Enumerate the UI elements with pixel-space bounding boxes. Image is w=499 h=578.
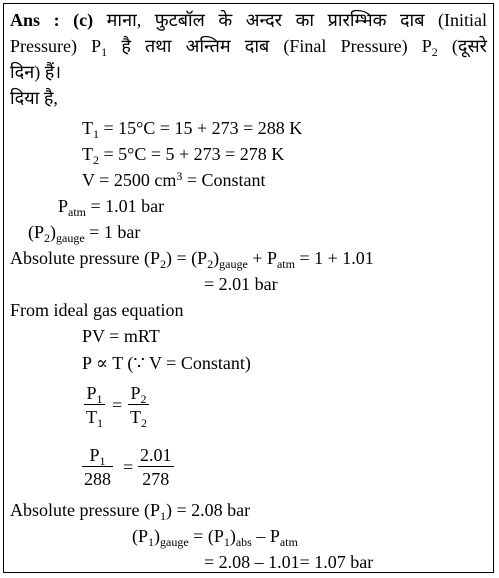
p2g-value: = 1 bar — [84, 222, 141, 242]
abs-p2-result: = 2.01 bar — [204, 274, 278, 294]
abs2-text: Absolute pressure (P — [10, 248, 160, 268]
sub: gauge — [160, 535, 189, 549]
p2g-close: ) — [50, 222, 57, 242]
sub: abs — [235, 535, 252, 549]
sub: atm — [68, 205, 87, 219]
t2-line — [82, 142, 284, 166]
sub: atm — [276, 257, 295, 271]
abs2-sum: = 1 + 1.01 — [294, 248, 374, 268]
p1g-open: (P — [132, 526, 149, 546]
sub: 1 — [101, 45, 108, 59]
intro-line-2 — [10, 34, 487, 58]
proportion-line: P ∝ T (∵ V = Constant) — [82, 353, 251, 373]
fraction-p2-t2 — [128, 382, 149, 429]
p1g-minus: – P — [251, 526, 280, 546]
intro-line-3: दिन) हैं। — [10, 62, 62, 82]
intro-text-1: माना, फुटबॉल के अन्दर का प्रारम्भिक दाब (Initial — [106, 10, 488, 30]
sub: 1 — [159, 509, 166, 523]
abs2-close: ) — [213, 248, 220, 268]
sub: 2 — [431, 45, 438, 59]
final-result: = 2.08 – 1.01= 1.07 bar — [204, 552, 374, 572]
p2-gauge-line — [28, 220, 140, 244]
fraction-denominator: $T_2$ — [130, 407, 147, 430]
p1g-close2: ) — [229, 526, 236, 546]
sub: 2 — [44, 231, 51, 245]
fraction-numerator: $P_1$ — [84, 382, 105, 405]
volume-text: V = 2500 cm — [82, 170, 177, 190]
intro-line-1 — [10, 8, 487, 32]
fraction-denominator: $T_1$ — [86, 407, 103, 430]
p2g-open: (P — [28, 222, 45, 242]
patm-symbol: P — [58, 196, 69, 216]
equals-sign: = — [112, 395, 123, 415]
volume-constant: = Constant — [182, 170, 266, 190]
sub: 1 — [148, 535, 155, 549]
sub: gauge — [219, 257, 248, 271]
sub: 2 — [93, 153, 99, 167]
fraction-p1-t1 — [84, 382, 105, 429]
equals-sign: = — [123, 457, 134, 477]
p1g-close: ) — [154, 526, 161, 546]
abs1-text: Absolute pressure (P — [10, 500, 160, 520]
patm-line — [58, 194, 164, 218]
p1-gauge-line — [132, 524, 298, 548]
sub: 1 — [93, 127, 99, 141]
ideal-gas-heading: From ideal gas equation — [10, 300, 184, 320]
intro-text-2a: Pressure) P — [10, 36, 102, 56]
abs2-plus: + P — [247, 248, 277, 268]
fraction-denominator: 278 — [142, 469, 170, 489]
sub: 1 — [223, 535, 230, 549]
p1g-eq: = (P — [188, 526, 224, 546]
sup: 3 — [176, 169, 183, 183]
abs-p2-line — [10, 246, 374, 270]
answer-box — [3, 3, 494, 573]
fraction-201-278 — [138, 444, 174, 491]
fraction-denominator: 288 — [84, 469, 111, 489]
t1-symbol: T — [82, 118, 93, 138]
t1-value: = 15°C = 15 + 273 = 288 K — [99, 118, 303, 138]
sub: gauge — [56, 231, 85, 245]
fraction-p1-288 — [82, 444, 113, 491]
sub: 2 — [207, 257, 214, 271]
sub: atm — [279, 535, 298, 549]
volume-line — [82, 168, 265, 192]
given-heading: दिया है, — [10, 88, 58, 108]
fraction-numerator: $P_1$ — [82, 444, 113, 467]
abs2-eq: ) = (P — [165, 248, 208, 268]
abs-p1-line — [10, 498, 250, 522]
intro-text-2b: है तथा अन्तिम दाब (Final Pressure) P — [107, 36, 432, 56]
pv-equation: PV = mRT — [82, 326, 160, 346]
fraction-numerator: 2.01 — [140, 445, 172, 465]
intro-text-2c: (दूसरे — [437, 36, 487, 56]
abs1-value: ) = 2.08 bar — [165, 500, 251, 520]
patm-value: = 1.01 bar — [86, 196, 165, 216]
answer-label: Ans : (c) — [10, 10, 94, 30]
t1-line — [82, 116, 302, 140]
t2-symbol: T — [82, 144, 93, 164]
t2-value: = 5°C = 5 + 273 = 278 K — [99, 144, 285, 164]
sub: 2 — [159, 257, 166, 271]
fraction-numerator: $P_2$ — [128, 382, 149, 405]
